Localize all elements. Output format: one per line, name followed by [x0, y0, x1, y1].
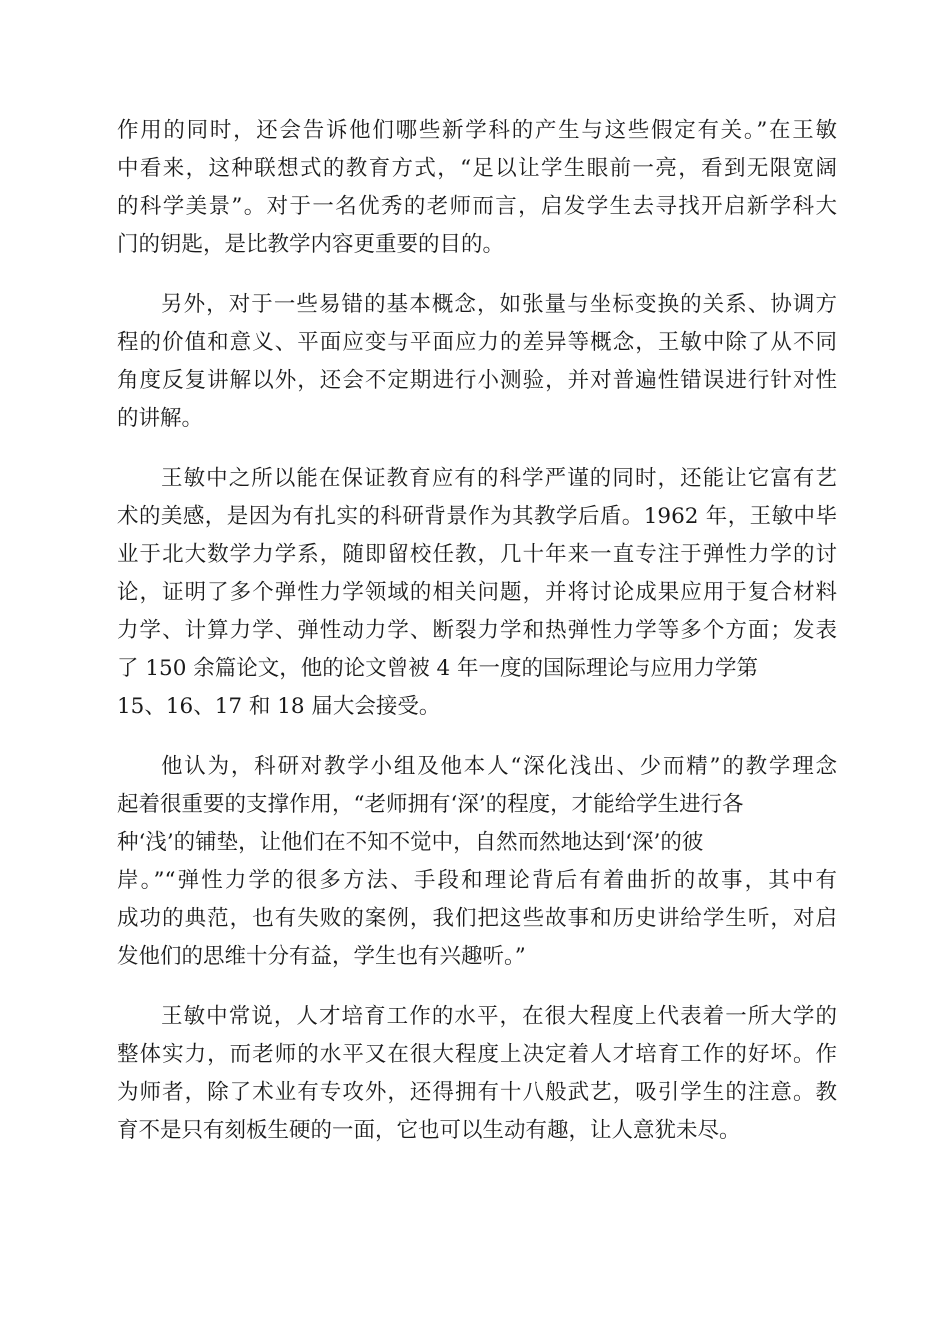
text-line: 论，证明了多个弹性力学领域的相关问题，并将讨论成果应用于复合材料: [117, 580, 837, 605]
text-line: 的讲解。: [117, 406, 204, 431]
text-line: 力学、计算力学、弹性动力学、断裂力学和热弹性力学等多个方面；发表: [117, 618, 837, 643]
text-line: 整体实力，而老师的水平又在很大程度上决定着人才培育工作的好坏。作: [117, 1042, 837, 1067]
text-line: 的科学美景”。对于一名优秀的老师而言，启发学生去寻找开启新学科大: [117, 194, 837, 219]
text-line: 业于北大数学力学系，随即留校任教，几十年来一直专注于弹性力学的讨: [117, 542, 837, 567]
text-line: 程的价值和意义、平面应变与平面应力的差异等概念，王敏中除了从不同: [117, 330, 837, 355]
text-line: 作用的同时，还会告诉他们哪些新学科的产生与这些假定有关。”在王敏: [117, 118, 837, 143]
text-line: 另外，对于一些易错的基本概念，如张量与坐标变换的关系、协调方: [161, 292, 837, 317]
text-line: 王敏中常说，人才培育工作的水平，在很大程度上代表着一所大学的: [161, 1004, 837, 1029]
text-line: 中看来，这种联想式的教育方式，“足以让学生眼前一亮，看到无限宽阔: [117, 156, 837, 181]
paragraph-5: [117, 998, 837, 1150]
text-line: 为师者，除了术业有专攻外，还得拥有十八般武艺，吸引学生的注意。教: [117, 1080, 837, 1105]
text-line: 起着很重要的支撑作用，“老师拥有‘深’的程度，才能给学生进行各: [117, 792, 744, 817]
text-line: 育不是只有刻板生硬的一面，它也可以生动有趣，让人意犹未尽。: [117, 1118, 741, 1143]
text-line: 他认为，科研对教学小组及他本人“深化浅出、少而精”的教学理念: [161, 754, 837, 779]
text-line: 15、16、17 和 18 届大会接受。: [117, 694, 441, 719]
text-line: 成功的典范，也有失败的案例，我们把这些故事和历史讲给学生听，对启: [117, 906, 837, 931]
document-body: [117, 112, 837, 1172]
paragraph-4: [117, 748, 837, 976]
text-line: 王敏中之所以能在保证教育应有的科学严谨的同时，还能让它富有艺: [161, 466, 837, 491]
text-line: 岸。”“弹性力学的很多方法、手段和理论背后有着曲折的故事，其中有: [117, 868, 837, 893]
text-line: 角度反复讲解以外，还会不定期进行小测验，并对普遍性错误进行针对性: [117, 368, 837, 393]
text-line: 门的钥匙，是比教学内容更重要的目的。: [117, 232, 505, 257]
paragraph-1: [117, 112, 837, 264]
paragraph-2: [117, 286, 837, 438]
text-line: 种‘浅’的铺垫，让他们在不知不觉中，自然而然地达到‘深’的彼: [117, 830, 704, 855]
paragraph-3: [117, 460, 837, 726]
text-line: 术的美感，是因为有扎实的科研背景作为其教学后盾。1962 年，王敏中毕: [117, 504, 837, 529]
text-line: 发他们的思维十分有益，学生也有兴趣听。”: [117, 944, 526, 969]
text-line: 了 150 余篇论文，他的论文曾被 4 年一度的国际理论与应用力学第: [117, 656, 759, 681]
